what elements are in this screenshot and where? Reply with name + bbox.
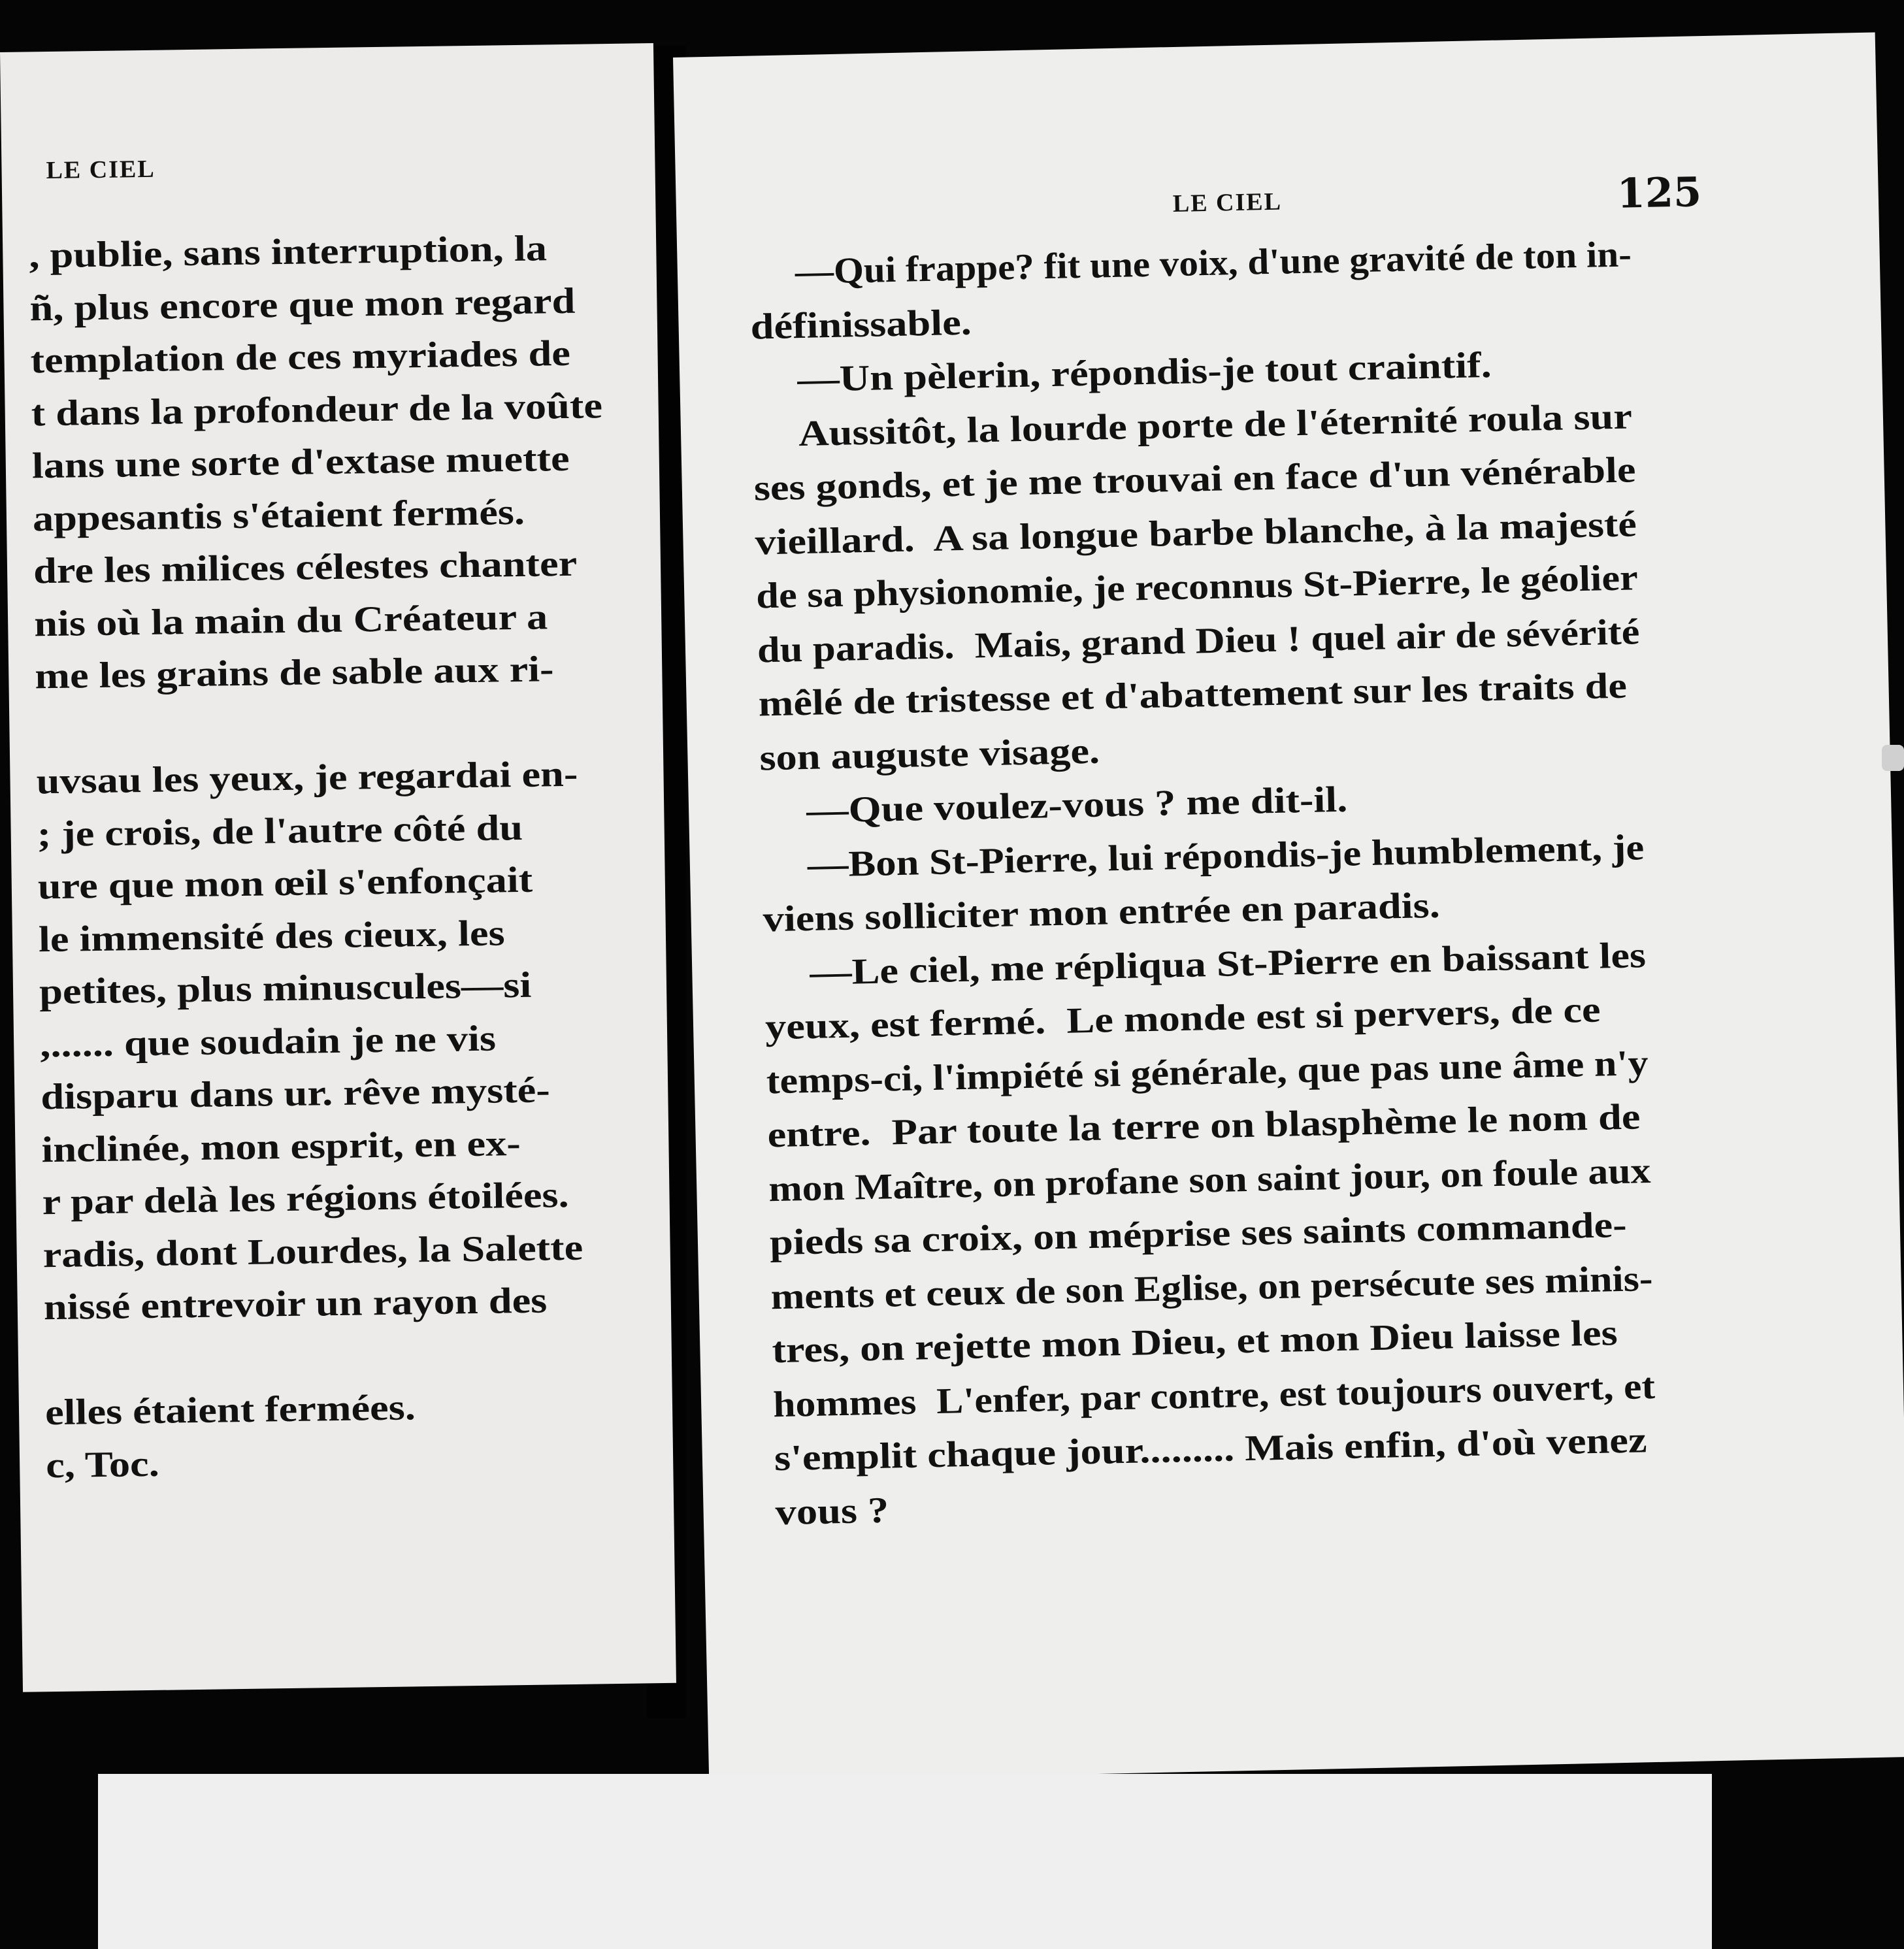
text-line: c, Toc. [45,1443,160,1486]
text-line: disparu dans ur. rêve mysté- [40,1070,551,1118]
text-line: du paradis. Mais, grand Dieu ! quel air de sévérité [757,611,1640,670]
text-line: s'emplit chaque jour......... Mais enfin, d'où venez [774,1420,1648,1479]
text-line: hommes L'enfer, par contre, est toujours ouvert, et [772,1366,1656,1425]
text-line: —Un pèlerin, répondis-je tout craintif. [796,344,1492,401]
text-line: mon Maître, on profane son saint jour, on foule aux [768,1150,1651,1209]
text-line: ñ, plus encore que mon regard [29,280,576,329]
text-line: le immensité des cieux, les [38,912,505,960]
text-line: me les grains de sable aux ri- [34,649,554,697]
text-line: dre les milices célestes chanter [33,543,578,592]
text-line: inclinée, mon esprit, en ex- [41,1122,521,1170]
text-line: radis, dont Lourdes, la Salette [42,1227,583,1275]
text-line: yeux, est fermé. Le monde est si pervers, de ce [764,989,1601,1048]
page-number: 125 [1616,168,1702,218]
text-line: son auguste visage. [759,730,1100,778]
text-line: elles étaient fermées. [44,1387,416,1433]
text-line: —Le ciel, me répliqua St-Pierre en baissant les [809,934,1647,993]
text-line: lans une sorte d'extase muette [31,438,570,487]
right-page [673,32,1904,1782]
text-line: de sa physionomie, je reconnus St-Pierre, le géolier [755,557,1639,617]
text-line: ,...... que soudain je ne vis [39,1018,497,1065]
right-running-head: LE CIEL [1172,188,1283,218]
text-line: ses gonds, et je me trouvai en face d'un vénérable [753,450,1637,509]
blank-paper-slip [98,1774,1712,1949]
text-line: —Bon St-Pierre, lui répondis-je humblement, je [807,827,1645,885]
text-line: ; je crois, de l'autre côté du [37,807,523,855]
text-line: —Qui frappe? fit une voix, d'une gravité de ton in- [795,234,1632,293]
text-line: mêlé de tristesse et d'abattement sur les traits de [758,665,1628,725]
page-edge-clip [1882,745,1904,771]
text-line: vieillard. A sa longue barbe blanche, à la majesté [754,503,1637,563]
text-line: appesantis s'étaient fermés. [32,491,525,539]
text-line: entre. Par toute la terre on blasphème le nom de [766,1096,1641,1156]
text-line: —Que voulez-vous ? me dit-il. [806,779,1348,831]
text-line: Aussitôt, la lourde porte de l'éternité roula sur [798,395,1633,454]
text-line: templation de ces myriades de [30,333,571,382]
text-line: viens solliciter mon entrée en paradis. [763,885,1441,940]
text-line: t dans la profondeur de la voûte [31,385,603,434]
text-line: tres, on rejette mon Dieu, et mon Dieu laisse les [771,1313,1618,1371]
text-line: définissable. [750,302,972,348]
left-running-head: LE CIEL [46,155,156,185]
text-line: temps-ci, l'impiété si générale, que pas une âme n'y [766,1042,1649,1102]
text-line: ments et ceux de son Eglise, on persécute ses minis- [770,1258,1654,1317]
text-line: nissé entrevoir un rayon des [43,1280,548,1328]
text-line: pieds sa croix, on méprise ses saints commande- [769,1204,1628,1264]
text-line: petites, plus minuscules—si [39,964,532,1013]
text-line: nis où la main du Créateur a [33,596,548,644]
text-line: r par delà les régions étoilées. [42,1175,570,1223]
left-page [0,43,676,1692]
text-line: vous ? [775,1490,889,1533]
text-line: , publie, sans interruption, la [28,228,548,276]
text-line: ure que mon œil s'enfonçait [37,859,533,908]
text-line: uvsau les yeux, je regardai en- [36,753,578,802]
